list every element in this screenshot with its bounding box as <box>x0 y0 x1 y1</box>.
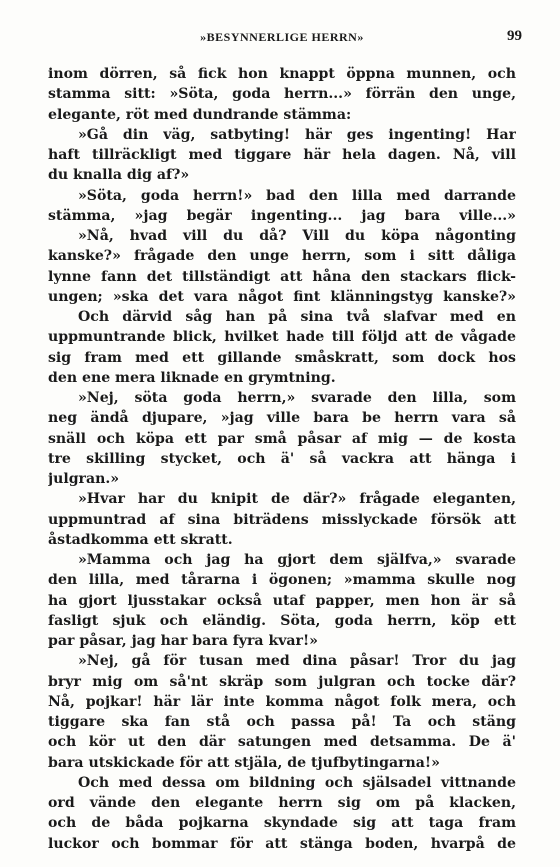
text-line: ord vände den elegante herrn sig om på klacken, <box>48 795 516 811</box>
text-line: Och därvid såg han på sina två slafvar med en <box>78 309 516 325</box>
text-line: julgran.» <box>48 471 120 487</box>
text-line: bara utskickade för att stjäla, de tjufbytingarna!» <box>48 754 440 771</box>
text-line: lynne fann det tillständigt att håna den stackars flick- <box>48 268 516 285</box>
text-line: »Söta, goda herrn!» bad den lilla med darrande <box>78 187 516 204</box>
text-line: uppmuntrad af sina biträdens misslyckade försök att <box>48 511 516 528</box>
text-line: tiggare ska fan stå och passa på! Ta och stäng <box>48 714 516 730</box>
text-line: ha gjort ljusstakar också utaf papper, men hon är så <box>48 592 516 609</box>
text-line: och kör ut den där satungen med detsamma. De ä' <box>48 734 516 751</box>
text-line: haft tillräckligt med tiggare här hela dagen. Nå, vill <box>48 147 516 163</box>
text-line: »Nej, gå för tusan med dina påsar! Tror du jag <box>78 653 516 670</box>
text-line: stämma, »jag begär ingenting... jag bara ville...» <box>48 207 516 224</box>
text-line: »Hvar har du knipit de där?» frågade eleganten, <box>78 491 516 508</box>
text-line: den ene mera liknade en grymtning. <box>48 369 336 386</box>
text-line: bryr mig om så'nt skräp som julgran och tocke där? <box>48 673 516 690</box>
running-head <box>48 28 522 50</box>
text-line: luckor och bommar för att stänga boden, hvarpå de <box>48 835 516 852</box>
text-line: »Nej, söta goda herrn,» svarade den lilla, som <box>78 390 516 406</box>
text-line: par påsar, jag har bara fyra kvar!» <box>48 633 318 649</box>
text-line: Och med dessa om bildning och själsadel vittnande <box>78 774 516 791</box>
text-line: åstadkomma ett skratt. <box>48 531 233 548</box>
running-title: »BESYNNERLIGE HERRN» <box>200 30 364 44</box>
text-line: ungen; »ska det vara något fint klänningstyg kanske?» <box>48 288 516 305</box>
text-line: sig fram med ett gillande småskratt, som dock hos <box>48 349 516 366</box>
text-line: fasligt sjuk och eländig. Söta, goda herrn, köp ett <box>48 612 516 629</box>
text-line: och de båda pojkarna skyndade sig att taga fram <box>48 815 516 832</box>
text-line: Nå, pojkar! här lär inte komma något folk mera, och <box>48 693 516 710</box>
page-number: 99 <box>507 28 522 44</box>
text-line: den lilla, med tårarna i ögonen; »mamma skulle nog <box>48 572 516 589</box>
text-line: tre skilling stycket, och ä' så vackra att hänga i <box>48 450 516 467</box>
text-line: du knalla dig af?» <box>48 167 190 184</box>
text-line: uppmuntrande blick, hvilket hade till följd att de vågade <box>48 329 516 346</box>
text-line: elegante, röt med dundrande stämma: <box>48 106 352 123</box>
text-line: inom dörren, så fick hon knappt öppna munnen, och <box>48 66 516 82</box>
text-line: »Nå, hvad vill du då? Vill du köpa någonting <box>78 228 516 244</box>
text-line: snäll och köpa ett par små påsar af mig — de kosta <box>48 430 516 447</box>
body-text <box>48 64 516 854</box>
text-line: »Gå din väg, satbyting! här ges ingenting! Har <box>78 126 516 143</box>
text-line: »Mamma och jag ha gjort dem själfva,» svarade <box>78 552 516 568</box>
text-line: stamma sitt: »Söta, goda herrn...» förrän den unge, <box>48 86 516 103</box>
text-line: neg ändå djupare, »jag ville bara be herrn vara så <box>48 410 516 427</box>
text-line: kanske?» frågade den unge herrn, som i sitt dåliga <box>48 248 516 265</box>
